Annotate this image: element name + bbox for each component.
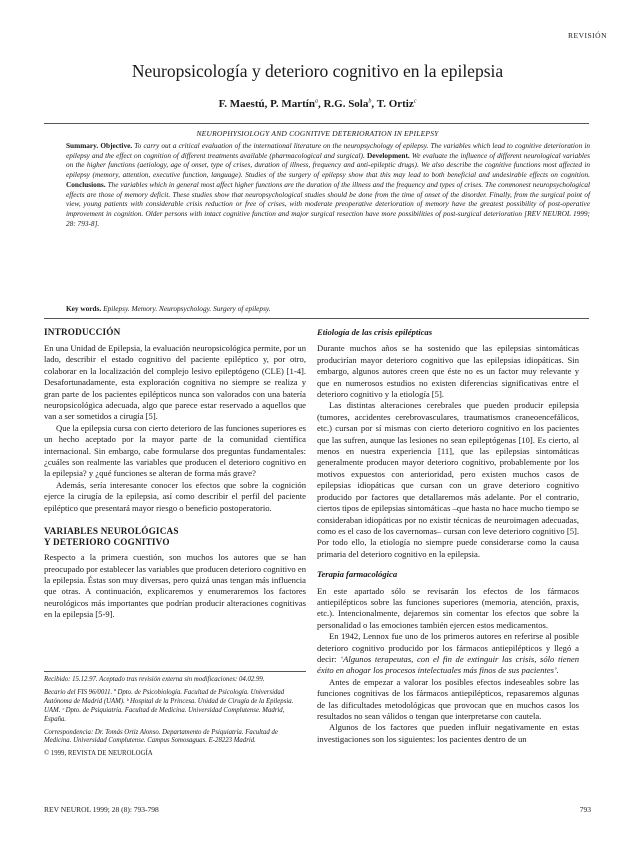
author-affiliation-mark: c xyxy=(413,98,417,105)
article-title: Neuropsicología y deterioro cognitivo en la epilepsia xyxy=(131,61,504,81)
paragraph: Durante muchos años se ha sostenido que las epilepsias sintomáticas producirían mayor deterioro cognitivo que las epilepsias idiopáticas. Sin embargo, algunos autores creen que éste no es un factor muy relevante y que en numerosos estudios no existen diferencias significativas entre el deterioro cognitivo y la etiología [5]. xyxy=(317,343,579,400)
page-number: 793 xyxy=(579,805,591,814)
conclusions-text: The variables which in general most affect higher functions are the duration of the illness and the frequency and types of crises. The commonest neuropsychological effects are those of memory deficit. These studies show that neuropsychological studies should be done from the time of onset of the disorder. Finally, from the surgical point of view, young patients with considerable crisis reduction or free of crises, with moderate preoperative deterioration of memory have the greatest possibility of post-operative improvement in cognition. Older persons with intact cognitive function and major surgical resection have more possibilities of post-surgical deterioration [REV NEUROL 1999; 28: 793-8]. xyxy=(66,179,590,228)
conclusions-label: Conclusions. xyxy=(66,179,106,189)
section-heading-variables xyxy=(44,526,306,548)
paragraph: Antes de empezar a valorar los posibles efectos indeseables sobre las funciones cognitivas de los fármacos antiepilépticos, repasaremos algunas de las dificultades metodológicas que provocan que en muchos casos los resultados no sean válidos o tengan que interpretarse con cautela. xyxy=(317,676,579,721)
paragraph: Algunos de los factores que pueden influir negativamente en estas investigaciones son los siguientes: los pacientes dentro de un xyxy=(317,722,579,744)
author-name: R.G. Sola xyxy=(323,98,369,110)
paragraph: Además, sería interesante conocer los efectos que sobre la cognición ejerce la cirugía de la epilepsia, así como describir el perfil del paciente epiléptico que presentará mayor riesgo o beneficio postoperatorio. xyxy=(44,479,306,513)
development-label: Development. xyxy=(366,150,410,160)
keywords xyxy=(66,304,590,314)
objective-label: Objective. xyxy=(100,141,133,150)
development-text: We evaluate the influence of different neurological variables on the higher functions (aetiology, age of onset, type of crises, duration of illness, frequency and anti-epileptic drugs). We also describe the cognitive functions most affected in epilepsy (memory, attention, executive function, language). Studies of the surgery of epilepsy show that this may lead to both beneficial and undesirable effects on cognition. xyxy=(66,150,590,180)
abstract xyxy=(66,141,590,228)
author-name: F. Maestú xyxy=(218,98,265,110)
section-heading-introduccion: INTRODUCCIÓN xyxy=(44,327,121,337)
correspondence-note: Correspondencia: Dr. Tomás Ortiz Alonso. Departamento de Psiquiatría. Facultad de Medicina. Universidad Complutense. Campus Somosaguas. E-28223 Madrid. xyxy=(44,728,278,745)
right-column xyxy=(317,327,579,745)
header-rule xyxy=(44,123,589,124)
subsection-heading-terapia: Terapia farmacológica xyxy=(317,569,398,580)
author-name: P. Martín xyxy=(270,98,315,110)
heading-line: Y DETERIORO COGNITIVO xyxy=(44,537,170,548)
paragraph-text: En 1942, Lennox fue uno de los primeros autores en referirse al posible deterioro cognitivo producido por los fármacos antiepilépticos y llegó a decir: xyxy=(317,631,579,664)
footnote-rule xyxy=(44,671,306,672)
author-list: F. Maestú, P. Martín$^a$, R.G. Sola$^b$, T. Ortiz$^c$ xyxy=(218,98,417,110)
paragraph: En una Unidad de Epilepsia, la evaluación neuropsicológica permite, por un lado, describir el estado cognitivo del paciente epiléptico y, por otro, colaborar en la localización del complejo lesivo epileptógeno (CLE) [1-4]. Desafortunadamente, esta exploración cognitiva no siempre se realiza y gran parte de los pacientes epilépticos nunca son valorados con una batería neuropsicológica adecuada, algo que parece estar reservado a aquellos que van a ser sometidos a cirugía [5]. xyxy=(44,343,306,422)
subsection-heading-etiologia: Etiología de las crisis epilépticas xyxy=(317,327,433,337)
heading-line: VARIABLES NEUROLÓGICAS xyxy=(44,526,179,537)
quotation: ‘Algunos terapeutas, con el fin de extinguir las crisis, sólo tienen éxito en ahogar los procesos intelectuales más finos de sus pacientes’. xyxy=(317,653,579,676)
copyright-note: © 1999, REVISTA DE NEUROLOGÍA xyxy=(44,750,153,758)
abstract-rule xyxy=(44,318,589,319)
paragraph xyxy=(317,631,579,677)
affiliations-note: Becario del FIS 96/0011. ª Dpto. de Psicobiología. Facultad de Psicología. Universidad Autónoma de Madrid (UAM). ᵇ Hospital de la Princesa. Unidad de Cirugía de la Epilepsia. UAM. ᶜ Dpto. de Psiquiatría. Facultad de Medicina. Universidad Complutense. Madrid, España. xyxy=(44,688,294,723)
author-name: T. Ortiz xyxy=(376,98,414,110)
objective-text: To carry out a critical evaluation of the international literature on the neuropsychology of epilepsy. The variables which lead to cognitive deterioration in epilepsy and the effect on cognition of different treatments available (pharmacological and surgical). xyxy=(66,141,591,160)
footnotes xyxy=(44,676,306,763)
paragraph: Que la epilepsia cursa con cierto deterioro de las funciones superiores es un hecho aceptado por la mayor parte de la comunidad científica internacional. Sin embargo, cabe formularse dos preguntas fundamentales: ¿cuáles son realmente las variables que producen el deterioro cognitivo en la epilepsia? y ¿qué funciones se alteran de forma más grave? xyxy=(44,422,306,479)
received-note: Recibido: 15.12.97. Aceptado tras revisión externa sin modificaciones: 04.02.99. xyxy=(44,676,265,683)
left-column xyxy=(44,327,306,621)
summary-label: Summary. xyxy=(66,141,99,150)
journal-citation: REV NEUROL 1999; 28 (8): 793-798 xyxy=(44,805,159,814)
author-affiliation-mark: a xyxy=(314,98,318,105)
section-label: REVISIÓN xyxy=(568,31,607,40)
paragraph: Respecto a la primera cuestión, son muchos los autores que se han preocupado por establecer las variables que producen deterioro cognitivo en la epilepsia. Éstas son muy diversas, pero quizá unas tengan más influencia que otras. A continuación, explicaremos y enumeraremos los factores neurológicos más importantes que podrían producir alteraciones cognitivas en la epilepsia [5-9]. xyxy=(44,552,306,620)
keywords-label: Key words. xyxy=(66,304,102,313)
english-title: NEUROPHYSIOLOGY AND COGNITIVE DETERIORATION IN EPILEPSY xyxy=(196,129,439,138)
paragraph: Las distintas alteraciones cerebrales que pueden producir epilepsia (tumores, accidentes cerebrovasculares, traumatismos craneoencefálicos, etc.) cursan por sí mismas con cierto deterioro cognitivo en los pacientes que las sufren, aunque las lesiones no sean epileptógenas [10]. Es cierto, al menos en nuestra experiencia [11], que las epilepsias sintomáticas generalmente producen mayor deterioro cognitivo, probablemente por los motivos expuestos con anterioridad, pero existen muchos casos de epilepsias idiopáticas que cursan con un grave deterioro cognitivo producido por factores que detallaremos más adelante. Por el contrario, ciertos tipos de epilepsias sintomáticas –que hasta no hace mucho tiempo se consideraban idiopáticas por no existir técnicas de neuroimagen adecuadas, como es el caso de los cavernomas– cursan con leve deterioro cognitivo [5]. Por todo ello, la etiología no siempre puede considerarse como la causa primaria del deterioro cognitivo en la epilepsia. xyxy=(317,400,579,559)
paragraph: En este apartado sólo se revisarán los efectos de los fármacos antiepilépticos sobre las funciones superiores (memoria, atención, praxis, etc.). Intencionalmente, dejaremos sin comentar los efectos que sobre la personalidad o las emociones también ejercen estos medicamentos. xyxy=(317,585,579,630)
author-affiliation-mark: b xyxy=(368,98,372,105)
keywords-text: Epilepsy. Memory. Neuropsychology. Surgery of epilepsy. xyxy=(103,304,271,313)
